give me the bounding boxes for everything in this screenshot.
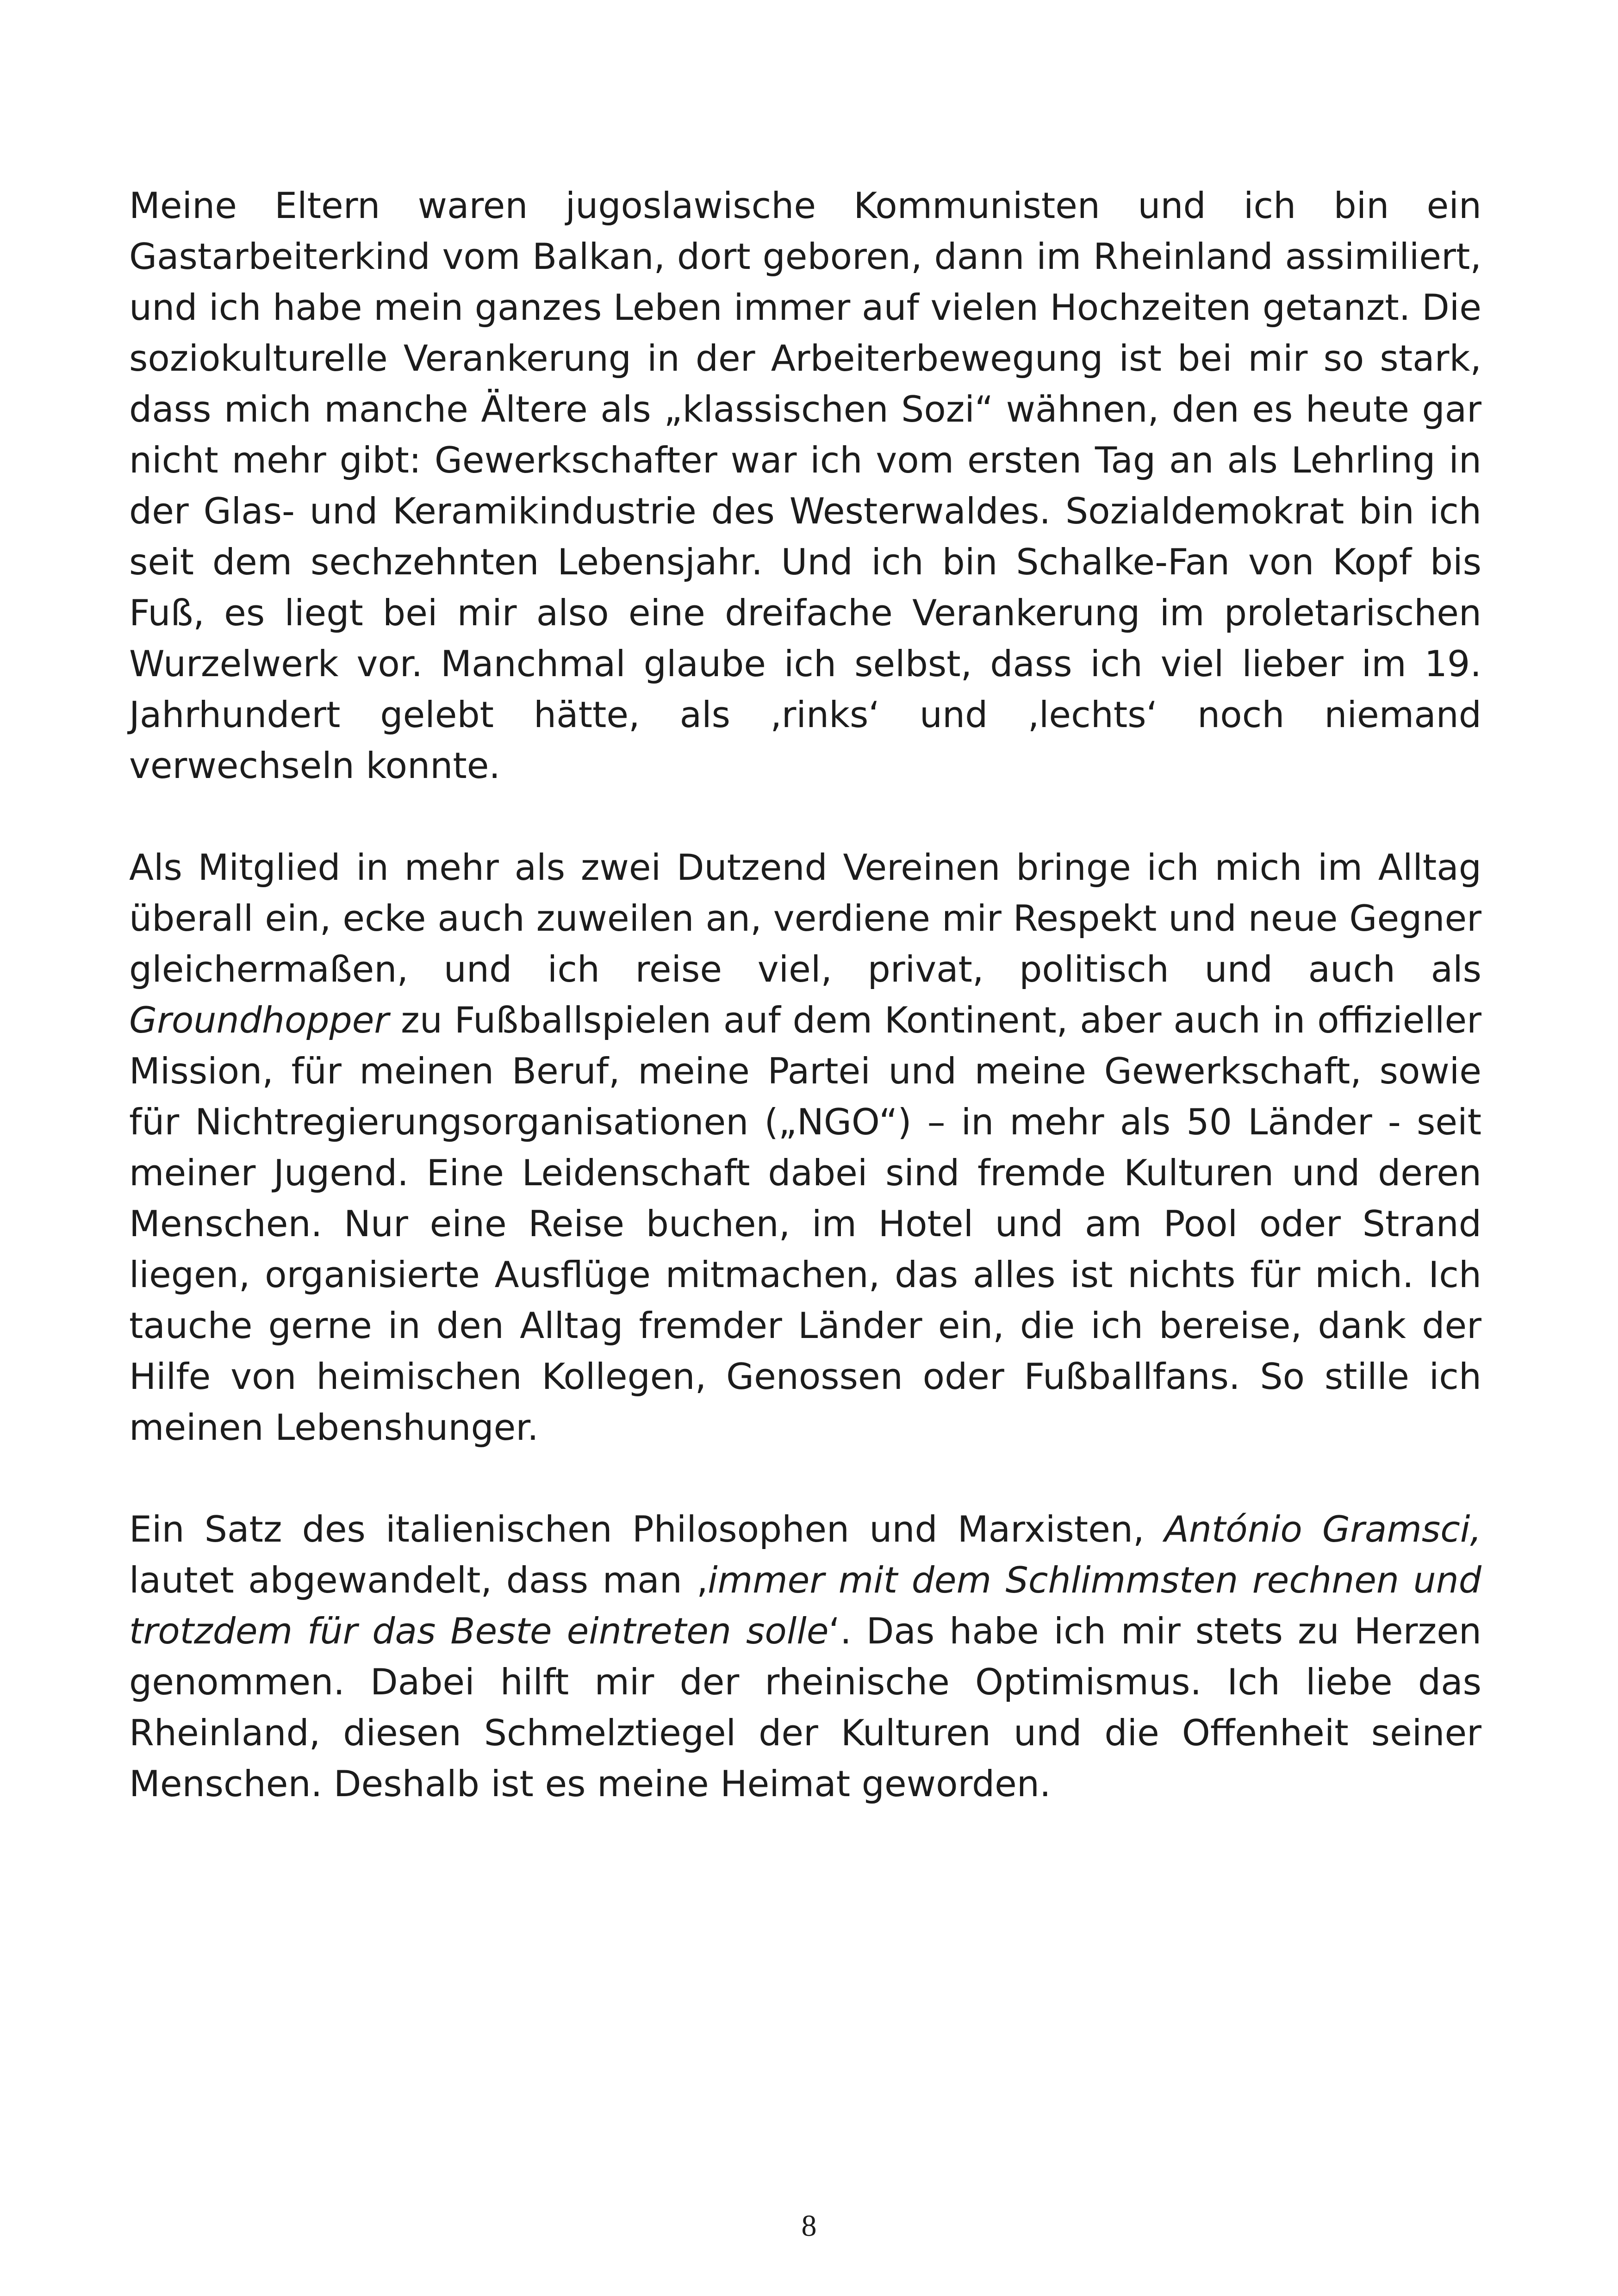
- paragraph-3-text-a: Ein Satz des italienischen Philosophen und Marxisten,: [129, 1509, 1164, 1550]
- paragraph-3-text-c: ‘. Das habe ich mir stets zu Herzen genommen. Dabei hilft mir der rheinische Optimismus. Ich liebe das Rheinland, diesen Schmelztiegel der Kulturen und die Offenheit seiner Menschen. Deshalb ist es meine Heimat geworden.: [129, 1611, 1481, 1805]
- paragraph-2-text-a: Als Mitglied in mehr als zwei Dutzend Vereinen bringe ich mich im Alltag überall ein, ecke auch zuweilen an, verdiene mir Respekt und neue Gegner gleichermaßen, und ich reise viel, privat, politisch und auch als: [129, 847, 1481, 990]
- paragraph-3-text-b: lautet abgewandelt, dass man ‚: [129, 1560, 708, 1601]
- paragraph-2: [129, 842, 1481, 1453]
- paragraph-2-text-b: zu Fußballspielen auf dem Kontinent, aber auch in offizieller Mission, für meinen Beruf, meine Partei und meine Gewerkschaft, sowie für Nichtregierungsorganisationen („NGO“) – in mehr als 50 Länder - seit meiner Jugend. Eine Leidenschaft dabei sind fremde Kulturen und deren Menschen. Nur eine Reise buchen, im Hotel und am Pool oder Strand liegen, organisierte Ausflüge mitmachen, das alles ist nichts für mich. Ich tauche gerne in den Alltag fremder Länder ein, die ich bereise, dank der Hilfe von heimischen Kollegen, Genossen oder Fußballfans. So stille ich meinen Lebenshunger.: [129, 1000, 1481, 1449]
- paragraph-1-text: Meine Eltern waren jugoslawische Kommunisten und ich bin ein Gastarbeiterkind vom Balkan, dort geboren, dann im Rheinland assimiliert, und ich habe mein ganzes Leben immer auf vielen Hochzeiten getanzt. Die soziokulturelle Verankerung in der Arbeiterbewegung ist bei mir so stark, dass mich manche Ältere als „klassischen Sozi“ wähnen, den es heute gar nicht mehr gibt: Gewerkschafter war ich vom ersten Tag an als Lehrling in der Glas- und Keramikindustrie des Westerwaldes. Sozialdemokrat bin ich seit dem sechzehnten Lebensjahr. Und ich bin Schalke-Fan von Kopf bis Fuß, es liegt bei mir also eine dreifache Verankerung im proletarischen Wurzelwerk vor. Manchmal glaube ich selbst, dass ich viel lieber im 19. Jahrhundert gelebt hätte, als ‚rinks‘ und ‚lechts‘ noch niemand verwechseln konnte.: [129, 185, 1481, 787]
- paragraph-3-italic-name: António Gramsci,: [1164, 1509, 1481, 1550]
- page-number: 8: [801, 2209, 817, 2243]
- paragraph-3-italic-quote: immer mit dem Schlimmsten rechnen und trotzdem für das Beste eintreten solle: [129, 1560, 1481, 1652]
- paragraph-2-italic-groundhopper: Groundhopper: [129, 1000, 389, 1041]
- body-text: [129, 180, 1481, 1810]
- paragraph-1: [129, 180, 1481, 791]
- paragraph-3: [129, 1504, 1481, 1810]
